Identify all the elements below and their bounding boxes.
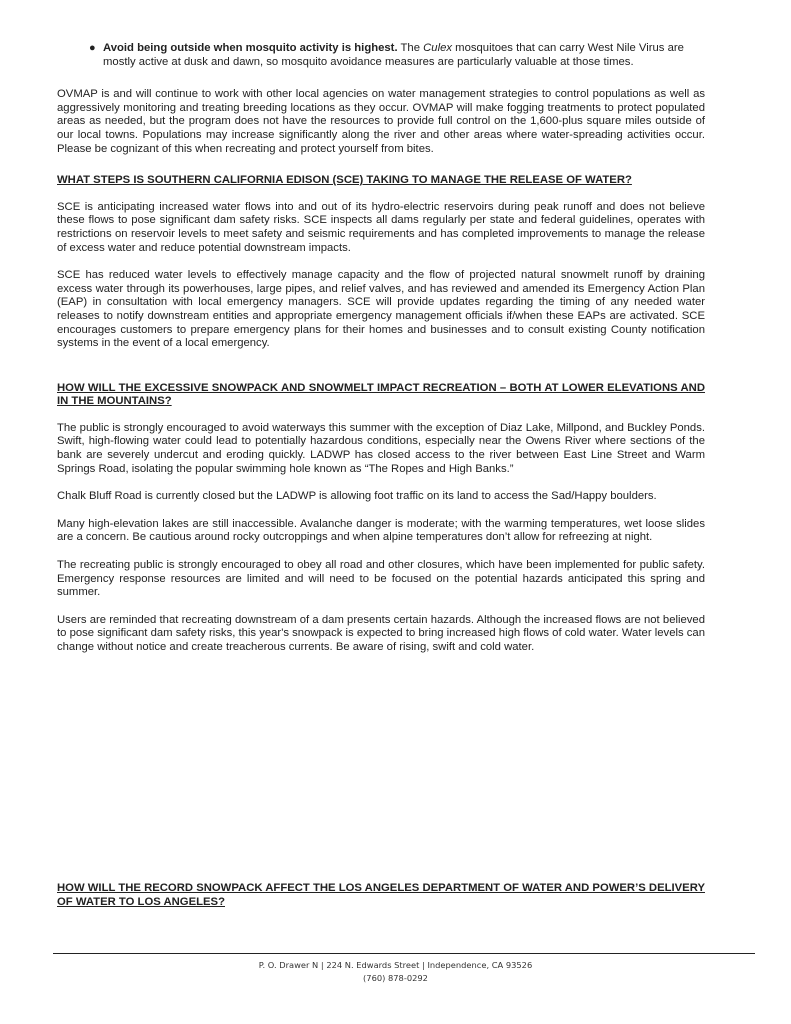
footer-divider xyxy=(53,953,755,954)
bullet-text-b: mosquitoes that can carry West Nile Virus are mostly active at dusk and dawn, so mosquito avoidance measures are particularly valuable at those times. xyxy=(103,42,684,68)
paragraph-recreation-5: Users are reminded that recreating downstream of a dam presents certain hazards. Although the increased flows are not believed to pose significant dam safety risks, this year's snowpack is expected to bring increased high flows of cold water. Water levels can change without notice and create treacherous currents. Be aware of rising, swift and cold water. xyxy=(57,613,705,653)
paragraph-sce-2: SCE has reduced water levels to effectively manage capacity and the flow of projected natural snowmelt runoff by draining excess water through its powerhouses, large pipes, and relief valves, and has reviewed and amended its Emergency Action Plan (EAP) in consultation with local emergency managers. SCE will provide updates regarding the timing of any needed water releases to notify downstream entities and appropriate emergency management officials if/when these EAPs are activated. SCE encourages customers to prepare emergency plans for their homes and businesses and to consult existing County notification systems in the event of a local emergency. xyxy=(57,269,705,350)
bullet-italic: Culex xyxy=(423,42,453,54)
heading-ladwp: HOW WILL THE RECORD SNOWPACK AFFECT THE LOS ANGELES DEPARTMENT OF WATER AND POWER’S DELIVERY OF WATER TO LOS ANGELES? xyxy=(57,882,705,908)
footer-phone: (760) 878-0292 xyxy=(363,972,428,983)
paragraph-recreation-4: The recreating public is strongly encouraged to obey all road and other closures, which have been implemented for public safety. Emergency response resources are limited and will need to be focused on the potential hazards anticipated this spring and summer. xyxy=(57,559,705,599)
paragraph-ovmap: OVMAP is and will continue to work with other local agencies on water management strategies to control populations as well as aggressively monitoring and treating breeding locations as they occur. OVMAP will make fogging treatments to protect populated areas as needed, but the program does not have the resources to provide full control on the 1,600-plus square miles outside of our local towns. Populations may increase significantly along the river and other areas where water-spreading activities occur. Please be cognizant of this when recreating and protect yourself from bites. xyxy=(57,88,705,155)
bullet-text xyxy=(103,42,705,69)
paragraph-recreation-2: Chalk Bluff Road is currently closed but the LADWP is allowing foot traffic on its land to access the Sad/Happy boulders. xyxy=(57,490,657,503)
paragraph-recreation-3: Many high-elevation lakes are still inaccessible. Avalanche danger is moderate; with the warming temperatures, wet loose slides are a concern. Be cautious around rocky outcroppings and when alpine temperatures don’t allow for refreezing at night. xyxy=(57,517,705,544)
bullet-dot: ● xyxy=(89,42,96,54)
footer xyxy=(0,959,791,984)
bullet-lead: Avoid being outside when mosquito activity is highest. xyxy=(103,42,398,54)
heading-sce: WHAT STEPS IS SOUTHERN CALIFORNIA EDISON (SCE) TAKING TO MANAGE THE RELEASE OF WATER? xyxy=(57,174,632,187)
paragraph-sce-1: SCE is anticipating increased water flows into and out of its hydro-electric reservoirs during peak runoff and does not believe these flows to pose significant dam safety risks. SCE inspects all dams regularly per state and federal guidelines, operates with restrictions on reservoir levels to meet safety and seismic requirements and has completed improvements to manage the release of excess water and reduce potential downstream impacts. xyxy=(57,200,705,254)
document-body xyxy=(57,42,705,655)
bullet-item xyxy=(57,42,705,69)
bullet-text-a: The xyxy=(397,42,424,54)
paragraph-recreation-1: The public is strongly encouraged to avoid waterways this summer with the exception of Diaz Lake, Millpond, and Buckley Ponds. Swift, high-flowing water could lead to potentially hazardous conditions, especially near the Owens River where sections of the bank are severely undercut and eroding quickly. LADWP has closed access to the river between East Line Street and Warm Springs Road, isolating the popular swimming hole known as “The Ropes and High Banks.” xyxy=(57,421,705,475)
heading-recreation: HOW WILL THE EXCESSIVE SNOWPACK AND SNOWMELT IMPACT RECREATION – BOTH AT LOWER ELEVATIONS AND IN THE MOUNTAINS? xyxy=(57,381,705,408)
footer-address: P. O. Drawer N | 224 N. Edwards Street | Independence, CA 93526 xyxy=(258,960,533,970)
